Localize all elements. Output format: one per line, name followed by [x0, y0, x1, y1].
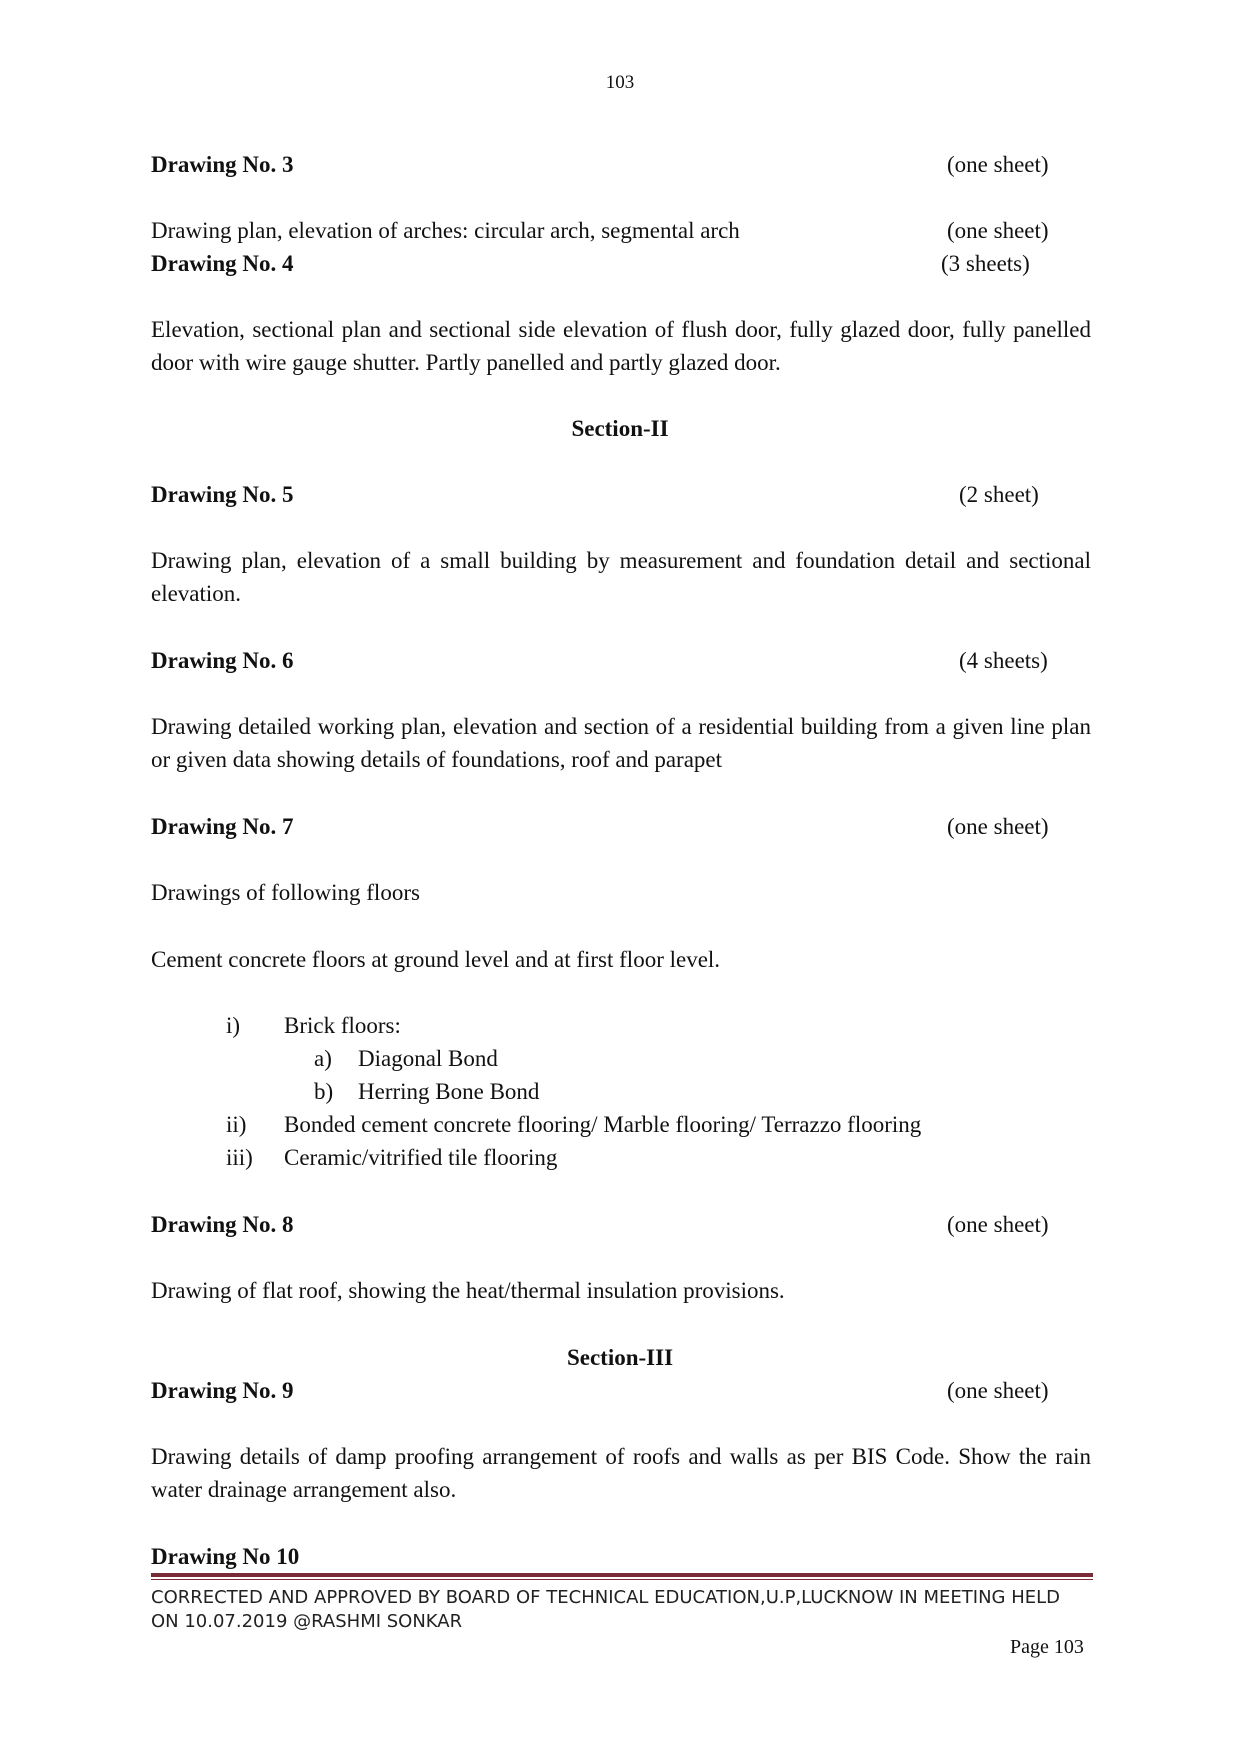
drawing-5-title: Drawing No. 5: [151, 482, 294, 507]
drawing-7-sheets: (one sheet): [947, 814, 1049, 839]
list-item-iii: Ceramic/vitrified tile flooring: [284, 1145, 558, 1170]
section-iii-heading: Section-III: [566, 1345, 674, 1370]
drawing-3-text-sheets: (one sheet): [947, 218, 1049, 243]
list-marker-i: i): [226, 1013, 241, 1038]
drawing-6-title: Drawing No. 6: [151, 648, 294, 673]
drawing-9-title: Drawing No. 9: [151, 1378, 294, 1403]
drawing-6-text: Drawing detailed working plan, elevation and section of a residential building from a given line plan or given data showing details of foundations, roof and parapet: [151, 714, 1091, 772]
drawing-7-title: Drawing No. 7: [151, 814, 294, 839]
drawing-9-text: Drawing details of damp proofing arrangement of roofs and walls as per BIS Code. Show the rain water drainage arrangement also.: [151, 1444, 1091, 1502]
list-item-ii: Bonded cement concrete flooring/ Marble flooring/ Terrazzo flooring: [284, 1112, 922, 1137]
drawing-7-text-2: Cement concrete floors at ground level and at first floor level.: [151, 947, 721, 972]
drawing-4-sheets: (3 sheets): [941, 251, 1030, 276]
drawing-4-title: Drawing No. 4: [151, 251, 294, 276]
list-item-i: Brick floors:: [284, 1013, 401, 1038]
drawing-8-title: Drawing No. 8: [151, 1212, 294, 1237]
drawing-3-title: Drawing No. 3: [151, 152, 294, 177]
section-ii-heading: Section-II: [571, 416, 669, 441]
list-item-a: Diagonal Bond: [358, 1046, 498, 1071]
drawing-5-sheets: (2 sheet): [959, 482, 1039, 507]
footer-approval-note: [151, 1586, 1111, 1634]
list-item-b: Herring Bone Bond: [358, 1079, 540, 1104]
footer-line-2: ON 10.07.2019 @RASHMI SONKAR: [151, 1611, 463, 1632]
list-marker-ii: ii): [226, 1112, 247, 1137]
drawing-6-sheets: (4 sheets): [959, 648, 1048, 673]
page-number-top: 103: [605, 72, 635, 93]
drawing-7-text-1: Drawings of following floors: [151, 880, 420, 905]
drawing-3-text: Drawing plan, elevation of arches: circular arch, segmental arch: [151, 218, 740, 243]
list-marker-a: a): [314, 1046, 332, 1071]
list-marker-iii: iii): [226, 1145, 253, 1170]
drawing-8-text: Drawing of flat roof, showing the heat/thermal insulation provisions.: [151, 1278, 785, 1303]
drawing-9-sheets: (one sheet): [947, 1378, 1049, 1403]
drawing-3-sheets: (one sheet): [947, 152, 1049, 177]
drawing-10-title: Drawing No 10: [151, 1544, 300, 1569]
drawing-4-text: Elevation, sectional plan and sectional side elevation of flush door, fully glazed door, fully panelled door with wire gauge shutter. Partly panelled and partly glazed door.: [151, 317, 1091, 375]
footer-page-number: Page 103: [1010, 1636, 1084, 1658]
list-marker-b: b): [314, 1079, 334, 1104]
drawing-8-sheets: (one sheet): [947, 1212, 1049, 1237]
footer-rule-thin: [151, 1579, 1093, 1580]
footer-rule-thick: [151, 1573, 1093, 1577]
footer-line-1: CORRECTED AND APPROVED BY BOARD OF TECHNICAL EDUCATION,U.P,LUCKNOW IN MEETING HELD: [151, 1587, 1060, 1608]
drawing-5-text: Drawing plan, elevation of a small building by measurement and foundation detail and sectional elevation.: [151, 548, 1091, 606]
